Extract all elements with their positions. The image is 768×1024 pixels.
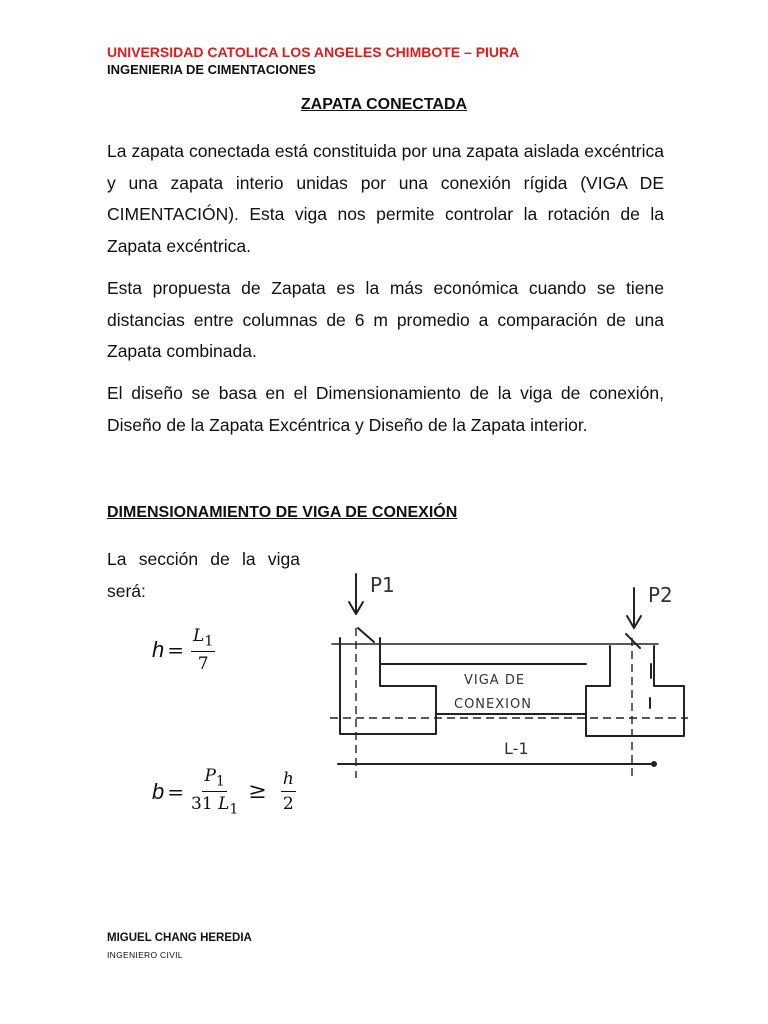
connected-footing-diagram bbox=[318, 568, 690, 780]
footer-role: INGENIERO CIVIL bbox=[107, 950, 183, 960]
formula-b bbox=[152, 766, 300, 818]
paragraph-1: La zapata conectada está constituida por una zapata aislada excéntrica y una zapata interio unidas por una conexión rígida (VIGA DE CIMENTACIÓN). Esta viga nos permite controlar la rotación de la Zapata excéntrica. bbox=[107, 141, 664, 256]
formula-h-lhs: h bbox=[152, 637, 165, 663]
formula-h-denominator: 7 bbox=[197, 654, 209, 675]
beam-label-line1: VIGA DE bbox=[464, 673, 526, 688]
formula-b-fraction bbox=[191, 766, 238, 818]
beam-label-line2: CONEXION bbox=[454, 697, 532, 712]
formula-b-denominator: 31 $L_1$ bbox=[191, 794, 239, 818]
load-label-left: P1 bbox=[370, 573, 395, 597]
formula-b-rhs-fraction bbox=[281, 769, 296, 814]
header-course: INGENIERIA DE CIMENTACIONES bbox=[107, 62, 316, 77]
section-intro: La sección de la viga será: bbox=[107, 549, 300, 601]
formula-h-equals: = bbox=[167, 638, 185, 663]
formula-h bbox=[152, 626, 219, 674]
formula-b-rhs-numerator: h bbox=[281, 769, 296, 792]
right-footing-outline bbox=[586, 646, 684, 736]
formula-h-fraction bbox=[191, 626, 215, 674]
formula-b-rhs-denominator: 2 bbox=[282, 794, 294, 815]
load-label-right: P2 bbox=[648, 583, 673, 607]
page-title: ZAPATA CONECTADA bbox=[300, 96, 468, 113]
left-footing-outline bbox=[340, 638, 436, 734]
formula-b-numerator: $P_1$ bbox=[202, 766, 226, 792]
paragraph-3: El diseño se basa en el Dimensionamiento de la viga de conexión, Diseño de la Zapata Excéntrica y Diseño de la Zapata interior. bbox=[107, 383, 664, 435]
header-university: UNIVERSIDAD CATOLICA LOS ANGELES CHIMBOTE – PIURA bbox=[107, 44, 520, 60]
formula-b-relation: ≥ bbox=[248, 779, 267, 805]
footer-author: MIGUEL CHANG HEREDIA bbox=[107, 932, 252, 944]
formula-b-equals: = bbox=[167, 779, 185, 804]
formula-b-lhs: b bbox=[152, 778, 165, 804]
formula-h-numerator: $L_1$ bbox=[191, 626, 215, 652]
section-heading: DIMENSIONAMIENTO DE VIGA DE CONEXIÓN bbox=[107, 504, 458, 521]
paragraph-2: Esta propuesta de Zapata es la más económica cuando se tiene distancias entre columnas de 6 m promedio a comparación de una Zapata combinada. bbox=[107, 278, 664, 361]
span-label: L-1 bbox=[504, 739, 529, 758]
